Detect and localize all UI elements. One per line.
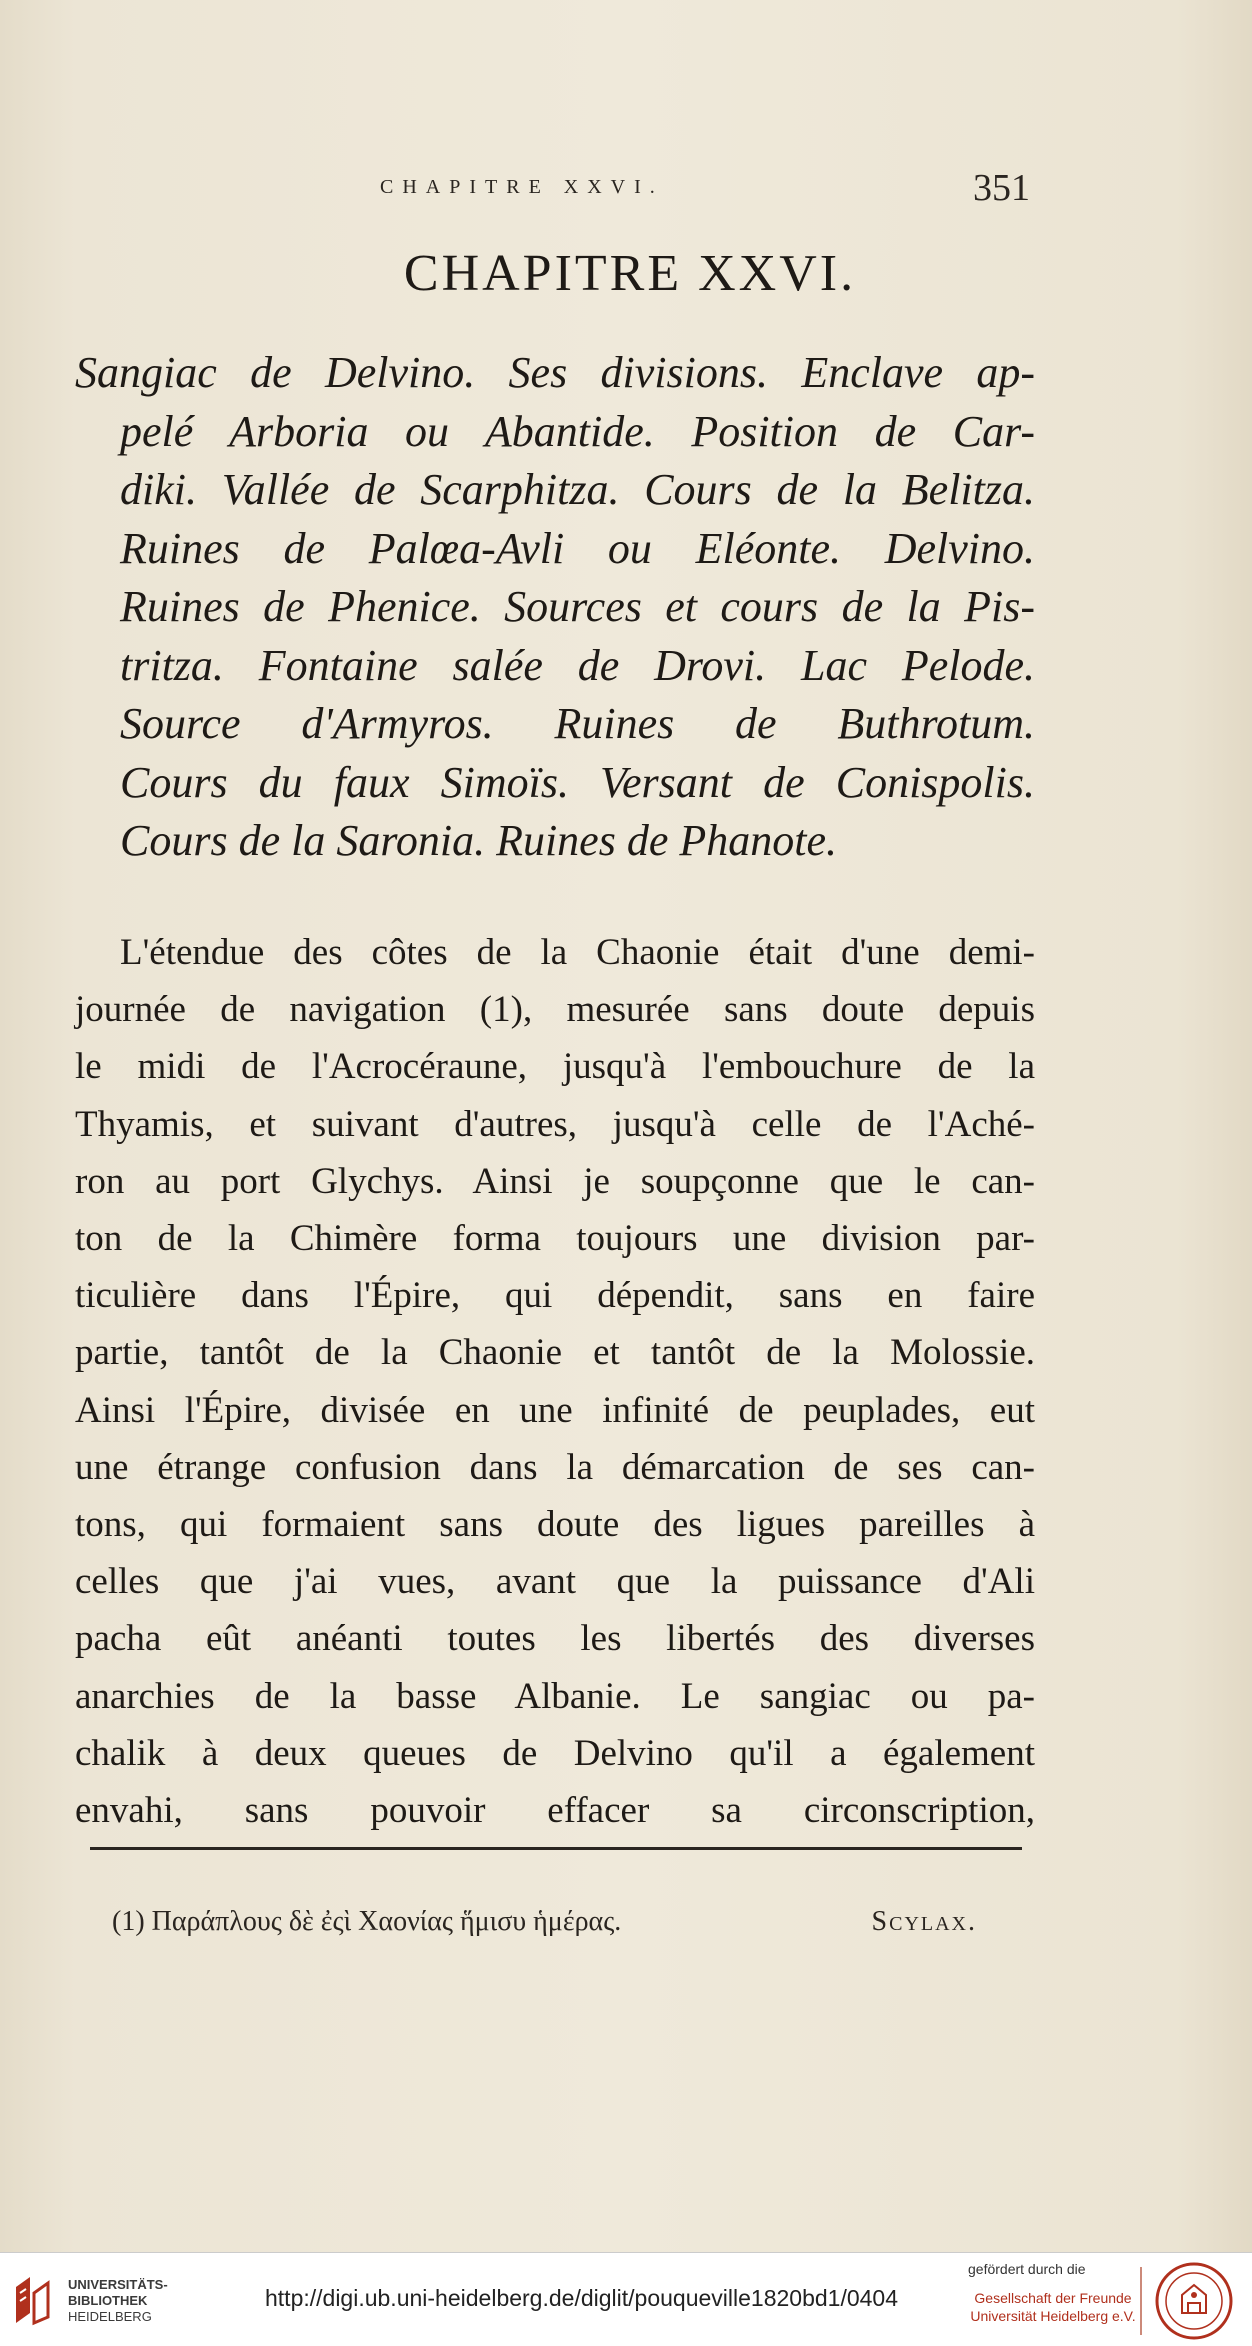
university-library-logo-icon[interactable] <box>12 2273 54 2327</box>
permalink-url[interactable]: http://digi.ub.uni-heidelberg.de/diglit/pouqueville1820bd1/0404 <box>265 2285 898 2311</box>
sponsor-label: gefördert durch die <box>968 2261 1086 2277</box>
university-seal-icon[interactable] <box>1154 2261 1234 2341</box>
body-line: ton de la Chimère forma toujours une division par- <box>75 1218 1035 1260</box>
summary-line: Ruines de Palœa-Avli ou Eléonte. Delvino. <box>120 523 1035 573</box>
body-line: ron au port Glychys. Ainsi je soupçonne que le can- <box>75 1160 1035 1202</box>
summary-line: tritza. Fontaine salée de Drovi. Lac Pelode. <box>120 640 1035 690</box>
running-head: CHAPITRE XXVI. <box>380 176 664 198</box>
library-name[interactable] <box>68 2277 168 2325</box>
body-line: pacha eût anéanti toutes les libertés des diverses <box>75 1618 1035 1660</box>
footnote-divider <box>90 1847 1022 1850</box>
chapter-summary <box>75 344 1035 871</box>
page-number: 351 <box>973 167 1030 209</box>
footnote <box>112 1906 977 1938</box>
body-line: le midi de l'Acrocéraune, jusqu'à l'embouchure de la <box>75 1046 1035 1088</box>
summary-line: Cours du faux Simoïs. Versant de Conispolis. <box>120 757 1035 807</box>
sponsor-name-line: Gesellschaft der Freunde <box>974 2290 1132 2306</box>
library-name-line: UNIVERSITÄTS- <box>68 2277 168 2292</box>
body-line: une étrange confusion dans la démarcation de ses can- <box>75 1446 1035 1488</box>
summary-line: pelé Arboria ou Abantide. Position de Car- <box>120 406 1035 456</box>
body-line: Ainsi l'Épire, divisée en une infinité de peuplades, eut <box>75 1389 1035 1431</box>
library-name-line: HEIDELBERG <box>68 2309 152 2324</box>
library-name-line: BIBLIOTHEK <box>68 2293 148 2308</box>
sponsor-name[interactable] <box>968 2289 1138 2325</box>
body-line: celles que j'ai vues, avant que la puissance d'Ali <box>75 1561 1035 1603</box>
footnote-text: (1) Παράπλους δὲ ἐςὶ Χαονίας ἥμισυ ἡμέρας. <box>112 1906 622 1937</box>
body-line: L'étendue des côtes de la Chaonie était d'une demi- <box>120 932 1035 973</box>
body-line: anarchies de la basse Albanie. Le sangiac ou pa- <box>75 1675 1035 1717</box>
summary-line: Cours de la Saronia. Ruines de Phanote. <box>120 816 837 865</box>
body-line: envahi, sans pouvoir effacer sa circonscription, <box>75 1790 1035 1832</box>
body-line: tons, qui formaient sans doute des ligues pareilles à <box>75 1504 1035 1546</box>
chapter-title: CHAPITRE XXVI. <box>403 245 857 302</box>
summary-line: Source d'Armyros. Ruines de Buthrotum. <box>120 699 1035 748</box>
body-line: chalik à deux queues de Delvino qu'il a également <box>75 1732 1035 1774</box>
summary-line: diki. Vallée de Scarphitza. Cours de la Belitza. <box>120 465 1035 514</box>
footnote-source: Scylax. <box>871 1906 977 1937</box>
footer-divider <box>1140 2267 1142 2335</box>
body-text <box>75 924 1035 1839</box>
body-line: Thyamis, et suivant d'autres, jusqu'à celle de l'Aché- <box>75 1103 1035 1145</box>
body-line: ticulière dans l'Épire, qui dépendit, sans en faire <box>75 1275 1035 1317</box>
viewer-footer <box>0 2252 1252 2346</box>
sponsor-name-line: Universität Heidelberg e.V. <box>970 2308 1136 2324</box>
body-line: partie, tantôt de la Chaonie et tantôt de la Molossie. <box>75 1332 1035 1374</box>
summary-line: Sangiac de Delvino. Ses divisions. Enclave ap- <box>75 348 1035 397</box>
body-line: journée de navigation (1), mesurée sans doute depuis <box>75 989 1035 1031</box>
summary-line: Ruines de Phenice. Sources et cours de la Pis- <box>120 582 1035 631</box>
